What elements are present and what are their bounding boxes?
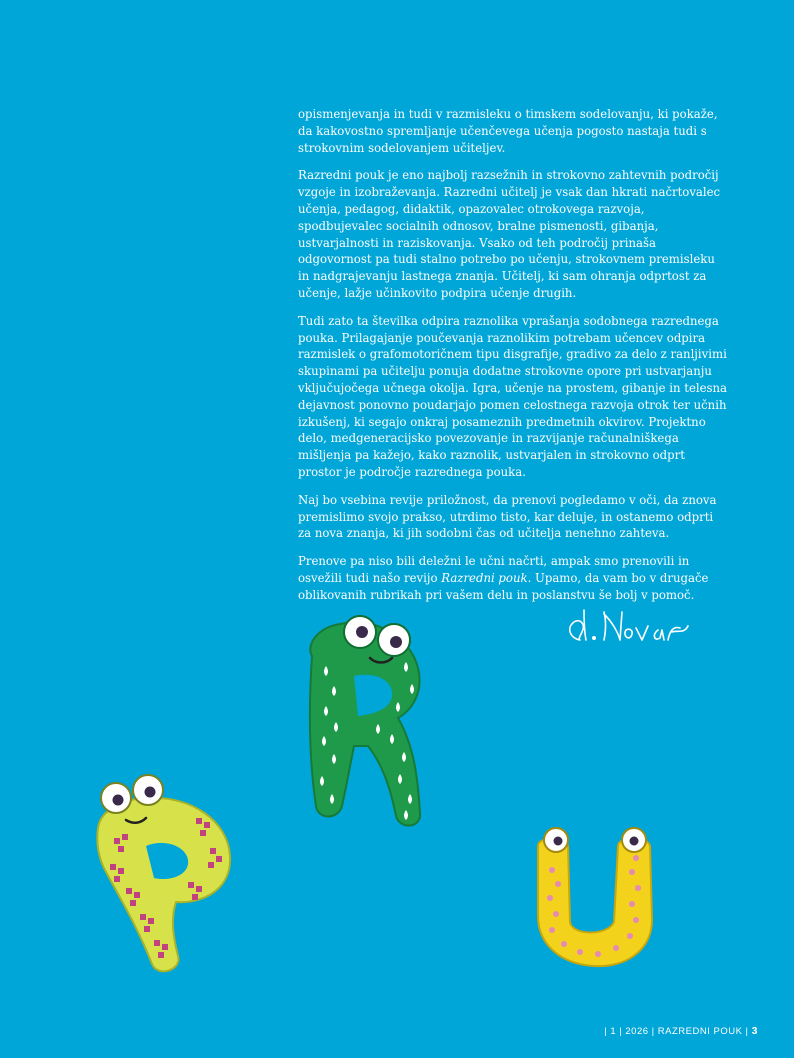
paragraph: Naj bo vsebina revije priložnost, da prenovi pogledamo v oči, da znova premislimo svojo prakso, utrdimo tisto, kar deluje, in ostanemo odprti za nova znanja, ki jih sodobni čas od učitelja nenehno zahteva. [298, 492, 717, 541]
paragraph-text: . Upamo, da vam bo v drugače oblikovanih rubrikah pri vašem delu in poslanstvu še bolj v pomoč. [298, 570, 709, 602]
magazine-title: Razredni pouk [441, 570, 528, 585]
issue-info: | 1 | 2026 | RAZREDNI POUK | [604, 1026, 749, 1037]
signature-icon [560, 600, 700, 646]
paragraph: opismenjevanja in tudi v razmisleku o timskem sodelovanju, ki pokaže, da kakovostno spremljanje učenčevega učenja pogosto nastaja tudi s strokovnim sodelovanjem učiteljev. [298, 107, 718, 155]
editorial-text [298, 106, 728, 615]
paragraph: Razredni pouk je eno najbolj razsežnih in strokovno zahtevnih področij vzgoje in izobraževanja. Razredni učitelj je vsak dan hkrati načrtovalec učenja, pedagog, didaktik, opazovalec otrokovega razvoja, spodbujevalec socialnih odnosov, bralne pismenosti, gibanja, ustvarjalnosti in raziskovanja. Vsako od teh področij prinaša odgovornost pa tudi stalno potrebo po učenju, strokovnem premisleku in nadgrajevanju lastnega znanja. Učitelj, ki sam ohranja odprtost za učenje, lažje učinkovito podpira učenje drugih. [298, 168, 721, 300]
letter-p-image [80, 768, 240, 978]
paragraph: Tudi zato ta številka odpira raznolika vprašanja sodobnega razrednega pouka. Prilagajanje poučevanja raznolikim potrebam učencev odpira razmislek o grafomotoričnem tipu disgrafije, gradivo za delo z ranljivimi skupinami pa učitelju ponuja dodatne strokovne opore pri ustvarjanju vključujočega učnega okolja. Igra, učenje na prostem, gibanje in telesna dejavnost ponovno poudarjajo pomen celostnega razvoja otrok ter učnih izkušenj, ki segajo onkraj posameznih predmetnih okvirov. Projektno delo, medgeneracijsko povezovanje in razvijanje računalniškega mišljenja pa kažejo, kako raznolik, ustvarjalen in strokovno odprt prostor je področje razrednega pouka. [298, 313, 728, 479]
paragraph-text: Prenove pa niso bili deležni le učni načrti, ampak smo prenovili in osvežili tudi našo revijo [298, 554, 690, 585]
letter-u-image [530, 826, 660, 971]
paragraph-last [298, 553, 728, 603]
page-footer [604, 1025, 758, 1037]
page-number: 3 [751, 1025, 758, 1037]
letter-r-image [282, 606, 452, 831]
